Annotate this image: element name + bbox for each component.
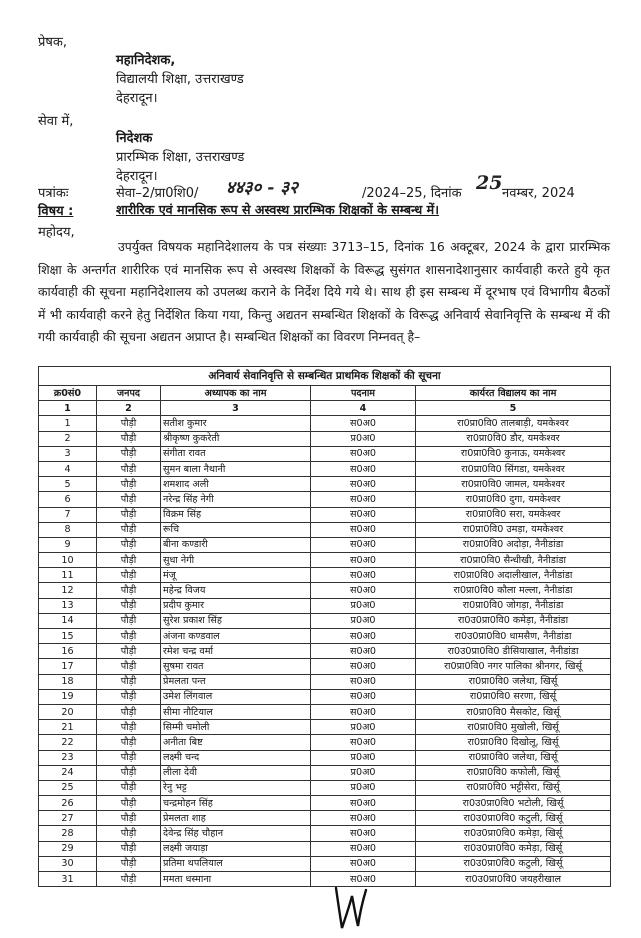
district-cell: पौड़ी bbox=[97, 416, 161, 431]
table-row bbox=[39, 477, 611, 492]
district-cell: पौड़ी bbox=[97, 659, 161, 674]
designation-cell: स0अ0 bbox=[311, 492, 416, 507]
teacher-name-cell: लीला देवी bbox=[161, 765, 311, 780]
school-name-cell: रा0उ0प्रा0वि0 धामसैण, नैनीडांडा bbox=[416, 629, 611, 644]
table-row bbox=[39, 522, 611, 537]
serial-cell: 28 bbox=[39, 826, 97, 841]
subject-text: शारीरिक एवं मानसिक रूप से अस्वस्थ प्रारम्भिक शिक्षकों के सम्बन्ध में। bbox=[116, 202, 439, 217]
teacher-name-cell: संगीता रावत bbox=[161, 446, 311, 461]
table-row bbox=[39, 492, 611, 507]
district-cell: पौड़ी bbox=[97, 583, 161, 598]
teacher-name-cell: अंजना कण्डवाल bbox=[161, 629, 311, 644]
serial-cell: 25 bbox=[39, 780, 97, 795]
reference-prefix: सेवा–2/प्रा0शि0/ bbox=[116, 186, 199, 201]
designation-cell: स0अ0 bbox=[311, 841, 416, 856]
serial-cell: 1 bbox=[39, 416, 97, 431]
designation-cell: प्र0अ0 bbox=[311, 765, 416, 780]
district-cell: पौड़ी bbox=[97, 598, 161, 613]
table-column-number-row bbox=[39, 401, 611, 416]
school-name-cell: रा0प्रा0वि0 डौर, यमकेश्वर bbox=[416, 431, 611, 446]
date-rest: नवम्बर, 2024 bbox=[502, 186, 575, 201]
serial-cell: 12 bbox=[39, 583, 97, 598]
district-cell: पौड़ी bbox=[97, 522, 161, 537]
school-name-cell: रा0प्रा0वि0 दिखोलू, खिर्सू bbox=[416, 735, 611, 750]
table-row bbox=[39, 598, 611, 613]
serial-cell: 14 bbox=[39, 613, 97, 628]
district-cell: पौड़ी bbox=[97, 507, 161, 522]
serial-cell: 7 bbox=[39, 507, 97, 522]
reference-number-handwritten: ४४३० - ३२ bbox=[226, 178, 298, 198]
table-row bbox=[39, 826, 611, 841]
table-row bbox=[39, 735, 611, 750]
district-cell: पौड़ी bbox=[97, 537, 161, 552]
designation-cell: स0अ0 bbox=[311, 583, 416, 598]
designation-cell: स0अ0 bbox=[311, 553, 416, 568]
serial-cell: 30 bbox=[39, 856, 97, 871]
header-serial: क्र0सं0 bbox=[39, 386, 97, 401]
designation-cell: स0अ0 bbox=[311, 811, 416, 826]
table-row bbox=[39, 689, 611, 704]
school-name-cell: रा0उ0प्रा0वि0 डीसियाखाल, नैनीडांडा bbox=[416, 644, 611, 659]
district-cell: पौड़ी bbox=[97, 856, 161, 871]
district-cell: पौड़ी bbox=[97, 811, 161, 826]
table-row bbox=[39, 872, 611, 887]
teacher-name-cell: चन्द्रमोहन सिंह bbox=[161, 796, 311, 811]
serial-cell: 22 bbox=[39, 735, 97, 750]
designation-cell: स0अ0 bbox=[311, 522, 416, 537]
serial-cell: 19 bbox=[39, 689, 97, 704]
designation-cell: स0अ0 bbox=[311, 537, 416, 552]
recipient-city: देहरादून। bbox=[116, 169, 158, 184]
school-name-cell: रा0प्रा0वि0 जलेथा, खिर्सू bbox=[416, 750, 611, 765]
serial-cell: 13 bbox=[39, 598, 97, 613]
school-name-cell: रा0प्रा0वि0 तालबाड़ी, यमकेश्वर bbox=[416, 416, 611, 431]
teacher-name-cell: प्रेमलता पन्त bbox=[161, 674, 311, 689]
serial-cell: 16 bbox=[39, 644, 97, 659]
district-cell: पौड़ी bbox=[97, 704, 161, 719]
table-row bbox=[39, 613, 611, 628]
table-row bbox=[39, 659, 611, 674]
table-caption: अनिवार्य सेवानिवृत्ति से सम्बन्धित प्राथमिक शिक्षकों की सूचना bbox=[39, 367, 611, 386]
school-name-cell: रा0उ0प्रा0वि0 कटुली, खिर्सू bbox=[416, 811, 611, 826]
serial-cell: 23 bbox=[39, 750, 97, 765]
school-name-cell: रा0प्रा0वि0 जोगड़ा, नैनीडांडा bbox=[416, 598, 611, 613]
table-row bbox=[39, 811, 611, 826]
designation-cell: स0अ0 bbox=[311, 461, 416, 476]
designation-cell: प्र0अ0 bbox=[311, 780, 416, 795]
school-name-cell: रा0प्रा0वि0 कुनाऊ, यमकेश्वर bbox=[416, 446, 611, 461]
district-cell: पौड़ी bbox=[97, 689, 161, 704]
table-row bbox=[39, 553, 611, 568]
serial-cell: 20 bbox=[39, 704, 97, 719]
teacher-name-cell: लक्ष्मी जयाड़ा bbox=[161, 841, 311, 856]
school-name-cell: रा0प्रा0वि0 मैसकोट, खिर्सू bbox=[416, 704, 611, 719]
teacher-name-cell: सुमन बाला नैथानी bbox=[161, 461, 311, 476]
designation-cell: प्र0अ0 bbox=[311, 598, 416, 613]
designation-cell: स0अ0 bbox=[311, 674, 416, 689]
designation-cell: प्र0अ0 bbox=[311, 750, 416, 765]
teacher-name-cell: ममता धस्माना bbox=[161, 872, 311, 887]
teacher-name-cell: रूचि bbox=[161, 522, 311, 537]
school-name-cell: रा0प्रा0वि0 अदालीखाल, नैनीडांडा bbox=[416, 568, 611, 583]
teacher-name-cell: शमशाद अली bbox=[161, 477, 311, 492]
designation-cell: स0अ0 bbox=[311, 872, 416, 887]
salutation: महोदय, bbox=[38, 225, 75, 240]
serial-cell: 10 bbox=[39, 553, 97, 568]
teachers-table bbox=[38, 366, 611, 887]
col-number: 5 bbox=[416, 401, 611, 416]
serial-cell: 18 bbox=[39, 674, 97, 689]
serial-cell: 21 bbox=[39, 720, 97, 735]
serial-cell: 6 bbox=[39, 492, 97, 507]
sender-label: प्रेषक, bbox=[38, 35, 68, 50]
serial-cell: 31 bbox=[39, 872, 97, 887]
col-number: 4 bbox=[311, 401, 416, 416]
teacher-name-cell: प्रदीप कुमार bbox=[161, 598, 311, 613]
school-name-cell: रा0प्रा0वि0 उमड़ा, यमकेश्वर bbox=[416, 522, 611, 537]
header-designation: पदनाम bbox=[311, 386, 416, 401]
district-cell: पौड़ी bbox=[97, 644, 161, 659]
designation-cell: प्र0अ0 bbox=[311, 720, 416, 735]
signature bbox=[330, 882, 370, 932]
district-cell: पौड़ी bbox=[97, 568, 161, 583]
teacher-name-cell: विक्रम सिंह bbox=[161, 507, 311, 522]
district-cell: पौड़ी bbox=[97, 780, 161, 795]
district-cell: पौड़ी bbox=[97, 477, 161, 492]
to-label: सेवा में, bbox=[38, 114, 74, 129]
sender-name: महानिदेशक, bbox=[116, 53, 176, 68]
table-header-row bbox=[39, 386, 611, 401]
recipient-office: प्रारम्भिक शिक्षा, उत्तराखण्ड bbox=[116, 150, 245, 165]
school-name-cell: रा0प्रा0वि0 जलेथा, खिर्सू bbox=[416, 674, 611, 689]
teacher-name-cell: मंजू bbox=[161, 568, 311, 583]
col-number: 2 bbox=[97, 401, 161, 416]
designation-cell: स0अ0 bbox=[311, 507, 416, 522]
table-row bbox=[39, 856, 611, 871]
subject-label: विषय : bbox=[38, 204, 74, 219]
school-name-cell: रा0उ0प्रा0वि0 भटोली, खिर्सू bbox=[416, 796, 611, 811]
serial-cell: 24 bbox=[39, 765, 97, 780]
teacher-name-cell: श्रीकृष्ण कुकरेती bbox=[161, 431, 311, 446]
teacher-name-cell: प्रेमलता शाह bbox=[161, 811, 311, 826]
table-row bbox=[39, 674, 611, 689]
teacher-name-cell: लक्ष्मी चन्द bbox=[161, 750, 311, 765]
header-district: जनपद bbox=[97, 386, 161, 401]
district-cell: पौड़ी bbox=[97, 629, 161, 644]
teacher-name-cell: रमेश चन्द्र वर्मा bbox=[161, 644, 311, 659]
school-name-cell: रा0प्रा0वि0 भट्टीसेरा, खिर्सू bbox=[416, 780, 611, 795]
table-row bbox=[39, 461, 611, 476]
teacher-name-cell: सिम्मी चमोली bbox=[161, 720, 311, 735]
teacher-name-cell: प्रतिमा थपलियाल bbox=[161, 856, 311, 871]
school-name-cell: रा0प्रा0वि0 मुखोली, खिर्सू bbox=[416, 720, 611, 735]
table-row bbox=[39, 568, 611, 583]
teacher-name-cell: सुधा नेगी bbox=[161, 553, 311, 568]
designation-cell: स0अ0 bbox=[311, 826, 416, 841]
school-name-cell: रा0प्रा0वि0 कौला मल्ला, नैनीडांडा bbox=[416, 583, 611, 598]
serial-cell: 2 bbox=[39, 431, 97, 446]
table-row bbox=[39, 780, 611, 795]
school-name-cell: रा0प्रा0वि0 सरणा, खिर्सू bbox=[416, 689, 611, 704]
col-number: 1 bbox=[39, 401, 97, 416]
district-cell: पौड़ी bbox=[97, 841, 161, 856]
serial-cell: 5 bbox=[39, 477, 97, 492]
table-row bbox=[39, 644, 611, 659]
table-row bbox=[39, 629, 611, 644]
district-cell: पौड़ी bbox=[97, 492, 161, 507]
table-row bbox=[39, 416, 611, 431]
serial-cell: 8 bbox=[39, 522, 97, 537]
teacher-name-cell: महेन्द्र विजय bbox=[161, 583, 311, 598]
designation-cell: स0अ0 bbox=[311, 446, 416, 461]
sender-city: देहरादून। bbox=[116, 91, 158, 106]
designation-cell: स0अ0 bbox=[311, 659, 416, 674]
school-name-cell: रा0उ0प्रा0वि0 कमेड़ा, खिर्सू bbox=[416, 826, 611, 841]
school-name-cell: रा0प्रा0वि0 सैन्धीखी, नैनीडांडा bbox=[416, 553, 611, 568]
school-name-cell: रा0प्रा0वि0 नगर पालिका श्रीनगर, खिर्सू bbox=[416, 659, 611, 674]
district-cell: पौड़ी bbox=[97, 872, 161, 887]
school-name-cell: रा0प्रा0वि0 सरा, यमकेश्वर bbox=[416, 507, 611, 522]
district-cell: पौड़ी bbox=[97, 826, 161, 841]
designation-cell: स0अ0 bbox=[311, 629, 416, 644]
school-name-cell: रा0उ0प्रा0वि0 जयहरीखाल bbox=[416, 872, 611, 887]
district-cell: पौड़ी bbox=[97, 431, 161, 446]
recipient-name: निदेशक bbox=[116, 131, 153, 146]
table-row bbox=[39, 720, 611, 735]
school-name-cell: रा0उ0प्रा0वि0 कमेड़ा, नैनीडांडा bbox=[416, 613, 611, 628]
table-row bbox=[39, 537, 611, 552]
serial-cell: 29 bbox=[39, 841, 97, 856]
teacher-name-cell: सतीश कुमार bbox=[161, 416, 311, 431]
designation-cell: स0अ0 bbox=[311, 796, 416, 811]
district-cell: पौड़ी bbox=[97, 765, 161, 780]
serial-cell: 3 bbox=[39, 446, 97, 461]
reference-suffix: /2024–25, दिनांक bbox=[362, 186, 462, 201]
teacher-name-cell: सुषमा रावत bbox=[161, 659, 311, 674]
designation-cell: प्र0अ0 bbox=[311, 431, 416, 446]
school-name-cell: रा0प्रा0वि0 दुगा, यमकेश्वर bbox=[416, 492, 611, 507]
district-cell: पौड़ी bbox=[97, 461, 161, 476]
table-row bbox=[39, 765, 611, 780]
school-name-cell: रा0प्रा0वि0 अदोड़ा, नैनीडांडा bbox=[416, 537, 611, 552]
school-name-cell: रा0उ0प्रा0वि0 कटुली, खिर्सू bbox=[416, 856, 611, 871]
table-row bbox=[39, 841, 611, 856]
teacher-name-cell: रेनु भट्ट bbox=[161, 780, 311, 795]
header-school-name: कार्यरत विद्यालय का नाम bbox=[416, 386, 611, 401]
date-handwritten: 25 bbox=[476, 172, 503, 194]
school-name-cell: रा0उ0प्रा0वि0 कमेड़ा, खिर्सू bbox=[416, 841, 611, 856]
sender-office: विद्यालयी शिक्षा, उत्तराखण्ड bbox=[116, 72, 244, 87]
designation-cell: प्र0अ0 bbox=[311, 613, 416, 628]
designation-cell: स0अ0 bbox=[311, 735, 416, 750]
designation-cell: स0अ0 bbox=[311, 568, 416, 583]
district-cell: पौड़ी bbox=[97, 720, 161, 735]
serial-cell: 17 bbox=[39, 659, 97, 674]
serial-cell: 4 bbox=[39, 461, 97, 476]
table-row bbox=[39, 750, 611, 765]
designation-cell: स0अ0 bbox=[311, 689, 416, 704]
serial-cell: 9 bbox=[39, 537, 97, 552]
district-cell: पौड़ी bbox=[97, 735, 161, 750]
school-name-cell: रा0प्रा0वि0 सिंगडा, यमकेश्वर bbox=[416, 461, 611, 476]
teacher-name-cell: उमेश लिंगवाल bbox=[161, 689, 311, 704]
col-number: 3 bbox=[161, 401, 311, 416]
district-cell: पौड़ी bbox=[97, 674, 161, 689]
district-cell: पौड़ी bbox=[97, 613, 161, 628]
table-row bbox=[39, 704, 611, 719]
designation-cell: स0अ0 bbox=[311, 704, 416, 719]
designation-cell: स0अ0 bbox=[311, 416, 416, 431]
table-row bbox=[39, 583, 611, 598]
designation-cell: स0अ0 bbox=[311, 477, 416, 492]
table-body bbox=[39, 416, 611, 887]
school-name-cell: रा0प्रा0वि0 कफोली, खिर्सू bbox=[416, 765, 611, 780]
teacher-name-cell: नरेन्द्र सिंह नेगी bbox=[161, 492, 311, 507]
district-cell: पौड़ी bbox=[97, 446, 161, 461]
table-row bbox=[39, 446, 611, 461]
teacher-name-cell: बीना कण्डारी bbox=[161, 537, 311, 552]
teacher-name-cell: सीमा नौटियाल bbox=[161, 704, 311, 719]
serial-cell: 11 bbox=[39, 568, 97, 583]
teacher-name-cell: देवेन्द्र सिंह चौहान bbox=[161, 826, 311, 841]
district-cell: पौड़ी bbox=[97, 796, 161, 811]
reference-label: पत्रांकः bbox=[38, 186, 69, 201]
designation-cell: स0अ0 bbox=[311, 856, 416, 871]
designation-cell: स0अ0 bbox=[311, 644, 416, 659]
header-teacher-name: अध्यापक का नाम bbox=[161, 386, 311, 401]
district-cell: पौड़ी bbox=[97, 750, 161, 765]
table-row bbox=[39, 796, 611, 811]
district-cell: पौड़ी bbox=[97, 553, 161, 568]
serial-cell: 15 bbox=[39, 629, 97, 644]
body-paragraph: उपर्युक्त विषयक महानिदेशालय के पत्र संख्याः 3713–15, दिनांक 16 अक्टूबर, 2024 के द्वारा प्रारम्भिक शिक्षा के अन्तर्गत शारीरिक एवं मानसिक रूप से अस्वस्थ शिक्षकों के विरूद्ध सुसंगत शासनादेशानुसार कार्यवाही करते हुये कृत कार्यवाही की सूचना महानिदेशालय को उपलब्ध कराने के निर्देश दिये गये थे। साथ ही इस सम्बन्ध में दूरभाष एवं विभागीय बैठकों में भी कार्यवाही करने हेतु निर्देशित किया गया, किन्तु अद्यतन सम्बन्धित शिक्षकों के विरूद्ध अनिवार्य सेवानिवृत्ति के सम्बन्ध में की गयी कार्यवाही की सूचना अद्यतन अप्राप्त है। सम्बन्धित शिक्षकों का विवरण निम्नवत् है– bbox=[38, 239, 610, 345]
teacher-name-cell: सुरेश प्रकाश सिंह bbox=[161, 613, 311, 628]
serial-cell: 26 bbox=[39, 796, 97, 811]
teacher-name-cell: अनीता बिष्ट bbox=[161, 735, 311, 750]
school-name-cell: रा0प्रा0वि0 जामल, यमकेश्वर bbox=[416, 477, 611, 492]
serial-cell: 27 bbox=[39, 811, 97, 826]
table-row bbox=[39, 507, 611, 522]
table-row bbox=[39, 431, 611, 446]
